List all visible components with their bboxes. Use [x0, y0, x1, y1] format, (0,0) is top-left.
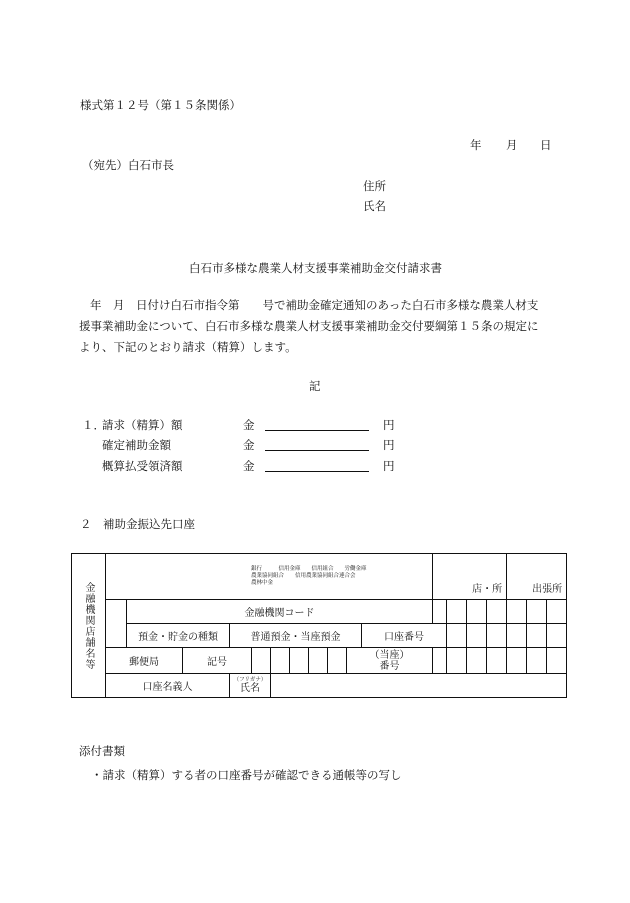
document-title: 白石市多様な農業人材支援事業補助金交付請求書: [189, 261, 442, 275]
bank-code-digit-4[interactable]: [487, 600, 507, 624]
section1-number: １．: [82, 418, 105, 432]
symbol-digit-4[interactable]: [309, 648, 328, 674]
ki-heading: 記: [309, 379, 321, 393]
post-number-digit-7[interactable]: [547, 648, 567, 674]
symbol-label: 記号: [183, 648, 252, 674]
section2-title: ２ 補助金振込先口座: [80, 517, 195, 531]
account-digit-5[interactable]: [527, 624, 547, 648]
bank-code-label: 金融機関コード: [127, 600, 433, 624]
account-digit-1[interactable]: [447, 624, 467, 648]
bank-code-digit-3[interactable]: [467, 600, 487, 624]
deposit-type-label: 預金・貯金の種類: [127, 624, 230, 648]
branch-label: 店・所: [472, 584, 503, 595]
amount-prefix-received: 金: [243, 459, 255, 473]
post-number-digit-5[interactable]: [507, 648, 527, 674]
institution-name-cell[interactable]: 銀行 信用金庫 信用組合 労働金庫 農業協同組合 信用農業協同組合連合会 農林中金: [106, 554, 433, 600]
amount-field-received[interactable]: [265, 471, 369, 472]
amount-field-claim[interactable]: [265, 430, 369, 431]
branch-cell[interactable]: [433, 554, 507, 600]
symbol-digit-2[interactable]: [271, 648, 290, 674]
sub-branch-cell[interactable]: [507, 554, 567, 600]
amount-label-claim: 請求（精算）額: [102, 418, 183, 432]
amount-field-confirmed[interactable]: [265, 450, 369, 451]
bank-code-digit-6[interactable]: [527, 600, 547, 624]
deposit-type-value[interactable]: 普通預金・当座預金: [230, 624, 362, 648]
date-day: 日: [540, 138, 552, 152]
symbol-digit-1[interactable]: [252, 648, 271, 674]
account-digit-6[interactable]: [547, 624, 567, 648]
amount-unit-received: 円: [383, 459, 395, 473]
symbol-digit-5[interactable]: [328, 648, 347, 674]
holder-name-field[interactable]: [271, 674, 567, 698]
attachments-title: 添付書類: [79, 744, 125, 758]
account-number-label: 口座番号: [362, 624, 447, 648]
sub-branch-label: 出張所: [532, 584, 563, 595]
bank-account-table: [71, 553, 567, 698]
account-digit-2[interactable]: [467, 624, 487, 648]
amount-label-received: 概算払受領済額: [102, 459, 183, 473]
form-number: 様式第１２号（第１５条関係）: [80, 98, 241, 112]
amount-prefix-claim: 金: [243, 418, 255, 432]
date-month: 月: [506, 138, 518, 152]
indent-spacer-2: [106, 624, 127, 648]
holder-name-label: （フリガナ） 氏名: [230, 674, 271, 698]
recipient: （宛先）白石市長: [82, 158, 174, 172]
account-digit-3[interactable]: [487, 624, 507, 648]
symbol-digit-3[interactable]: [290, 648, 309, 674]
account-digit-4[interactable]: [507, 624, 527, 648]
bank-code-digit-2[interactable]: [447, 600, 467, 624]
attachment-item: ・請求（精算）する者の口座番号が確認できる通帳等の写し: [91, 768, 402, 782]
account-holder-label: 口座名義人: [106, 674, 230, 698]
bank-code-digit-1[interactable]: [433, 600, 447, 624]
date-year: 年: [470, 138, 482, 152]
institution-side-label: 金融機関店舗名等: [72, 554, 106, 698]
touza-number-label: （当座） 番号: [347, 648, 433, 674]
post-office-label: 郵便局: [106, 648, 183, 674]
bank-code-digit-5[interactable]: [507, 600, 527, 624]
address-label: 住所: [363, 179, 386, 193]
bank-code-digit-7[interactable]: [547, 600, 567, 624]
post-number-digit-1[interactable]: [433, 648, 447, 674]
amount-unit-confirmed: 円: [383, 438, 395, 452]
indent-spacer: [106, 600, 127, 624]
post-number-digit-2[interactable]: [447, 648, 467, 674]
post-number-digit-6[interactable]: [527, 648, 547, 674]
body-line-2: 援事業補助金について、白石市多様な農業人材支援事業補助金交付要綱第１５条の規定に: [79, 319, 539, 333]
amount-label-confirmed: 確定補助金額: [102, 438, 171, 452]
post-number-digit-4[interactable]: [487, 648, 507, 674]
post-number-digit-3[interactable]: [467, 648, 487, 674]
name-label: 氏名: [363, 199, 386, 213]
body-line-3: より、下記のとおり請求（精算）します。: [79, 340, 297, 354]
body-line-1: 年 月 日付け白石市指令第 号で補助金確定通知のあった白石市多様な農業人材支: [90, 298, 539, 312]
amount-prefix-confirmed: 金: [243, 438, 255, 452]
amount-unit-claim: 円: [383, 418, 395, 432]
